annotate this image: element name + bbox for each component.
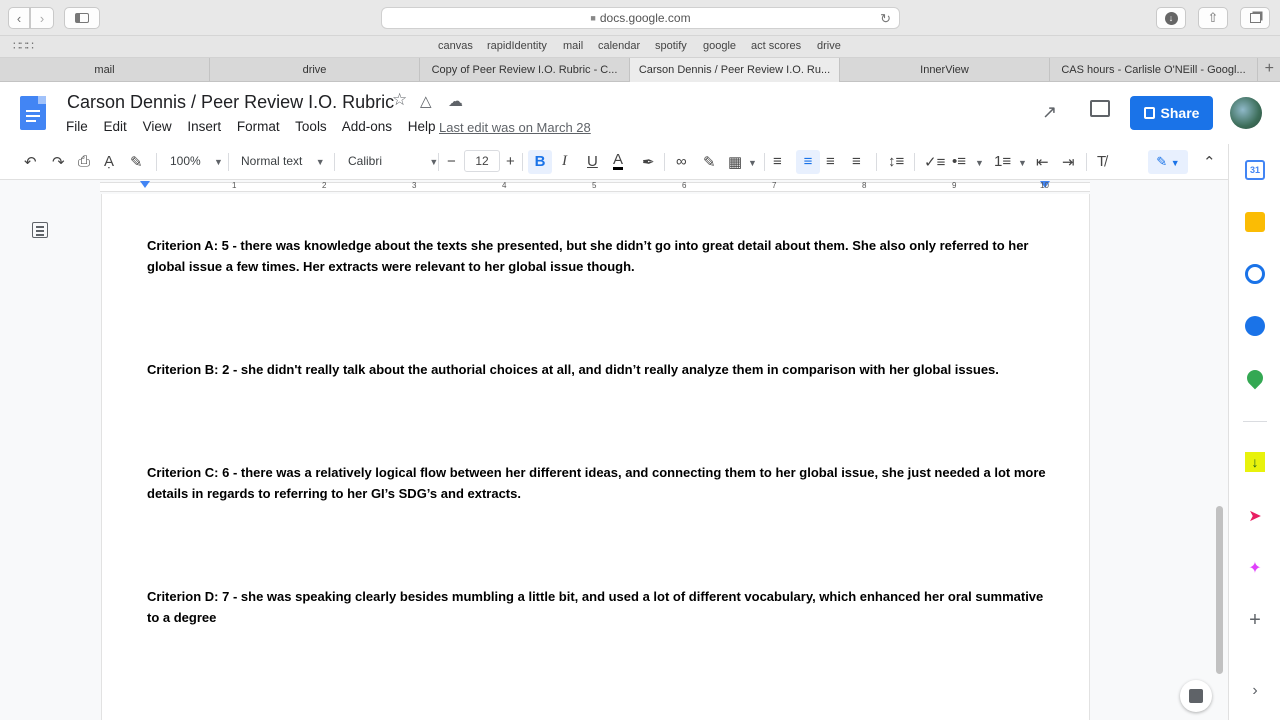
document-page[interactable] — [101, 194, 1090, 720]
downloads-button[interactable] — [1156, 7, 1186, 29]
align-center-icon: ≡ — [803, 153, 813, 170]
ruler-number: 3 — [412, 181, 417, 190]
chevron-right-icon: › — [39, 10, 45, 26]
align-justify-icon[interactable]: ≡ — [852, 153, 861, 170]
zoom-select[interactable] — [170, 154, 223, 168]
chevron-left-icon: ‹ — [16, 10, 22, 26]
criterion-b-paragraph[interactable]: Criterion B: 2 - she didn't really talk about the authorial choices at all, and didn’t really analyze them in comparison with her global issues. — [147, 362, 999, 377]
increase-indent-icon[interactable]: ⇥ — [1062, 154, 1075, 171]
menu-format[interactable]: Format — [236, 119, 280, 134]
decrease-font-size-icon[interactable]: − — [447, 153, 456, 170]
comment-history-icon[interactable] — [1090, 100, 1110, 117]
rocket-addon-icon[interactable]: ➤ — [1248, 508, 1262, 525]
menu-edit[interactable]: Edit — [103, 119, 127, 134]
browser-tab[interactable]: InnerView — [840, 58, 1050, 82]
favorite-link[interactable]: act scores — [751, 40, 802, 52]
format-toolbar — [0, 144, 1228, 180]
chevron-down-icon: ▼ — [214, 157, 223, 167]
back-button[interactable] — [8, 7, 30, 29]
style-select[interactable] — [241, 154, 325, 168]
highlight-icon[interactable]: ✒ — [642, 154, 655, 171]
keep-icon[interactable] — [1245, 212, 1265, 232]
align-left-icon[interactable]: ≡ — [773, 153, 782, 170]
calendar-icon[interactable]: 31 — [1245, 160, 1265, 180]
chevron-down-icon[interactable]: ▼ — [975, 158, 984, 168]
share-button[interactable] — [1130, 96, 1213, 130]
text-color-icon[interactable]: A — [613, 151, 624, 168]
share-sheet-icon: ⇧ — [1207, 10, 1219, 25]
print-icon[interactable]: ⎙ — [78, 153, 91, 170]
move-icon[interactable]: △ — [420, 93, 432, 110]
ruler-number: 1 — [232, 181, 237, 190]
menu-help[interactable]: Help — [407, 119, 436, 134]
sidebar-icon — [75, 13, 89, 23]
tab-overview-button[interactable] — [1240, 7, 1270, 29]
plus-icon[interactable]: + — [1249, 609, 1261, 631]
ruler-number: 2 — [322, 181, 327, 190]
menu-insert[interactable]: Insert — [187, 119, 222, 134]
bulleted-list-icon[interactable]: •≡ — [952, 153, 967, 170]
menu-tools[interactable]: Tools — [295, 119, 327, 134]
favorites-bar — [0, 36, 1280, 58]
collapse-toolbar-icon[interactable]: ⌃ — [1203, 154, 1216, 171]
menu-view[interactable]: View — [142, 119, 172, 134]
chevron-down-icon[interactable]: ▼ — [1018, 158, 1027, 168]
spellcheck-icon[interactable]: Ạ — [104, 153, 115, 170]
document-title[interactable]: Carson Dennis / Peer Review I.O. Rubric — [67, 92, 395, 112]
share-label: Share — [1160, 105, 1200, 121]
favorite-link[interactable]: calendar — [598, 40, 641, 52]
url-text: docs.google.com — [599, 11, 691, 25]
sidebar-toggle-button[interactable] — [64, 7, 100, 29]
ruler-number: 8 — [862, 181, 867, 190]
chevron-down-icon: ▼ — [429, 157, 439, 167]
scroll-thumb[interactable] — [1216, 506, 1223, 674]
zoom-value: 100% — [170, 154, 201, 168]
explore-icon — [1189, 689, 1203, 703]
ruler-number: 7 — [772, 181, 777, 190]
ruler-number: 5 — [592, 181, 597, 190]
ruler — [0, 180, 1228, 194]
browser-toolbar — [0, 0, 1280, 36]
favorite-link[interactable]: google — [703, 40, 737, 52]
add-comment-icon[interactable]: ✎ — [703, 154, 716, 171]
tab-bar — [0, 58, 1280, 82]
document-outline-icon[interactable] — [32, 222, 48, 238]
activity-dashboard-icon[interactable]: ↗ — [1042, 102, 1058, 122]
tabs-icon — [1250, 13, 1261, 23]
chevron-right-icon[interactable]: › — [1252, 682, 1258, 699]
scrollbar[interactable] — [1212, 194, 1228, 720]
ruler-number: 10 — [1040, 181, 1049, 190]
menu-addons[interactable]: Add-ons — [341, 119, 392, 134]
browser-tab-active[interactable]: Carson Dennis / Peer Review I.O. Ru... — [630, 58, 840, 82]
redo-icon[interactable]: ↷ — [52, 154, 65, 171]
browser-tab[interactable]: drive — [210, 58, 420, 82]
ruler-number: 6 — [682, 181, 687, 190]
underline-icon[interactable]: U — [587, 153, 598, 170]
font-size-input[interactable]: 12 — [464, 150, 500, 172]
tasks-icon[interactable] — [1245, 264, 1265, 284]
increase-font-size-icon[interactable]: + — [506, 153, 515, 170]
lock-icon — [1144, 107, 1155, 119]
browser-tab[interactable]: mail — [0, 58, 210, 82]
side-panel — [1228, 144, 1280, 720]
font-select[interactable] — [348, 154, 438, 168]
undo-icon[interactable]: ↶ — [24, 154, 37, 171]
document-canvas — [0, 194, 1228, 720]
cloud-icon[interactable]: ☁ — [448, 93, 463, 110]
favorite-link[interactable]: drive — [817, 40, 841, 52]
grid-icon[interactable]: ∷∷∷ — [13, 39, 33, 53]
avatar[interactable] — [1230, 97, 1262, 129]
chevron-down-icon: ▼ — [1170, 158, 1180, 168]
align-right-icon[interactable]: ≡ — [826, 153, 835, 170]
browser-tab[interactable]: Copy of Peer Review I.O. Rubric - C... — [420, 58, 630, 82]
favorite-link[interactable]: spotify — [655, 40, 687, 52]
clear-formatting-icon[interactable]: T̸ — [1097, 153, 1107, 170]
line-spacing-icon[interactable]: ↕≡ — [888, 153, 905, 170]
chevron-down-icon: ▼ — [315, 157, 325, 167]
paint-format-icon[interactable]: ✎ — [130, 154, 143, 171]
link-icon[interactable]: ∞ — [676, 153, 687, 170]
criterion-a-paragraph[interactable]: Criterion A: 5 - there was knowledge about the texts she presented, but she didn’t go into great detail about them. She also only referred to her global issue a few times. Her extracts were relevant to her global issue though. — [147, 238, 1029, 274]
docs-logo[interactable] — [20, 96, 46, 130]
editing-mode-button[interactable] — [1148, 150, 1188, 174]
font-value: Calibri — [348, 154, 383, 168]
menu-bar — [66, 119, 448, 134]
explore-button[interactable] — [1180, 680, 1212, 712]
share-sheet-button[interactable] — [1198, 7, 1228, 29]
docs-header — [0, 82, 1280, 144]
browser-tab[interactable]: CAS hours - Carlisle O'NEill - Googl... — [1050, 58, 1258, 82]
pencil-icon: ✎ — [1156, 154, 1168, 169]
forward-button[interactable] — [30, 7, 54, 29]
style-value: Normal text — [241, 154, 303, 168]
decrease-indent-icon[interactable]: ⇤ — [1036, 154, 1049, 171]
address-bar[interactable] — [381, 7, 900, 29]
numbered-list-icon[interactable]: 1≡ — [994, 153, 1012, 170]
checklist-icon[interactable]: ✓≡ — [924, 154, 946, 171]
favorite-link[interactable]: mail — [563, 40, 584, 52]
favorite-link[interactable]: rapidIdentity — [487, 40, 547, 52]
maps-icon[interactable] — [1244, 367, 1267, 390]
criterion-c-paragraph[interactable]: Criterion C: 6 - there was a relatively logical flow between her different ideas, and connecting them to her global issue, she just needed a lot more details in regards to referring to her GI’s SDG’s and extracts. — [147, 465, 1046, 501]
chevron-down-icon[interactable]: ▼ — [748, 158, 757, 168]
left-indent-marker[interactable] — [140, 181, 150, 188]
lock-icon: ■ — [590, 13, 596, 23]
side-panel-divider — [1243, 421, 1267, 422]
contacts-icon[interactable] — [1245, 316, 1265, 336]
italic-icon[interactable]: I — [562, 153, 567, 169]
reload-icon[interactable]: ↻ — [880, 11, 891, 26]
insert-image-icon[interactable]: ▦ — [728, 154, 743, 171]
star-icon[interactable]: ☆ — [392, 90, 408, 109]
bold-button[interactable]: B — [528, 150, 552, 174]
criterion-d-paragraph[interactable]: Criterion D: 7 - she was speaking clearly besides mumbling a little bit, and used a lot of different vocabulary, which enhanced her oral summative to a degree — [147, 589, 1044, 625]
menu-file[interactable]: File — [66, 119, 88, 134]
favorite-link[interactable]: canvas — [438, 40, 473, 52]
plus-icon[interactable]: + — [1264, 60, 1274, 77]
unicorn-addon-icon[interactable]: ✦ — [1248, 560, 1262, 577]
download-icon: ↓ — [1165, 12, 1178, 25]
ruler-number: 4 — [502, 181, 507, 190]
download-addon-icon[interactable]: ↓ — [1245, 452, 1265, 472]
align-center-button[interactable] — [796, 150, 820, 174]
ruler-number: 9 — [952, 181, 957, 190]
last-edit-link[interactable]: Last edit was on March 28 — [439, 120, 591, 135]
